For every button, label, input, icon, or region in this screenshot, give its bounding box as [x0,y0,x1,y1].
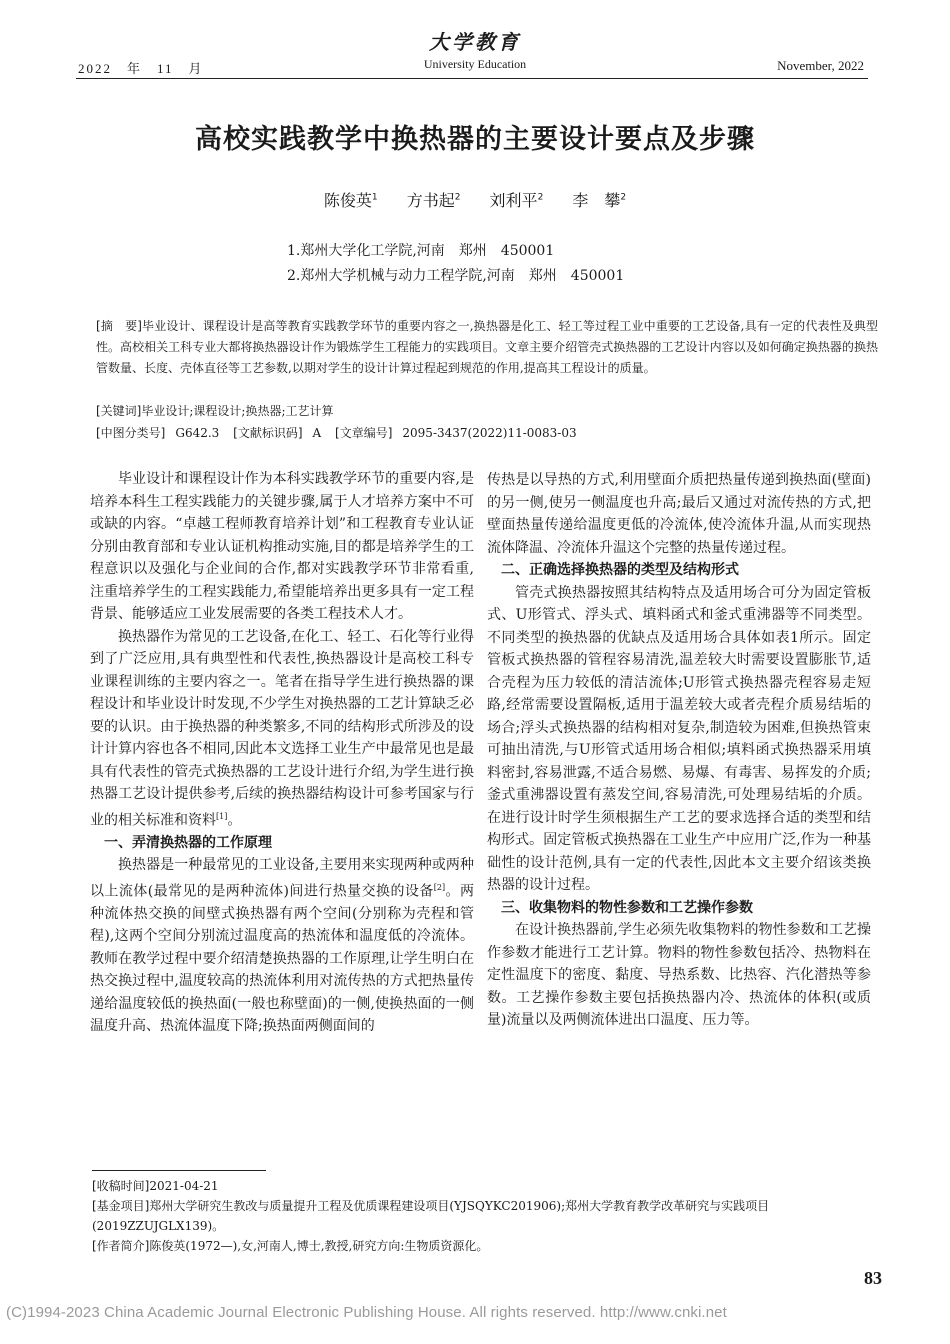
footnote-received [92,1176,880,1196]
body-paragraph: 在设计换热器前,学生必须先收集物料的物性参数和工艺操作参数才能进行工艺计算。物料的物性参数包括冷、热物料在定性温度下的密度、黏度、导热系数、比热容、汽化潜热等参数。工艺操作参数主要包括换热器内冷、热流体的体积(或质量)流量以及两侧流体进出口温度、压力等。 [487,922,871,1028]
copyright-notice: (C)1994-2023 China Academic Journal Electronic Publishing House. All rights reserved. http://www.cnki.net [6,1304,727,1321]
clc-value: G642.3 [175,426,220,440]
body-column-left [90,468,474,1038]
author-name: 陈俊英 [323,191,372,210]
article-title: 高校实践教学中换热器的主要设计要点及步骤 [195,124,755,155]
body-paragraph: 传热是以导热的方式,利用壁面介质把热量传递到换热面(壁面)的另一侧,使另一侧温度也升高;最后又通过对流传热的方式,把壁面热量传递给温度更低的冷流体,使冷流体升温,从而实现热流体降温、冷流体升温这个完整的热量传递过程。 [487,472,871,556]
footnote-label: [基金项目] [92,1199,150,1213]
keywords [96,402,334,419]
author [324,191,378,210]
body-paragraph: 毕业设计和课程设计作为本科实践教学环节的重要内容,是培养本科生工程实践能力的关键步骤,属于人才培养方案中不可或缺的内容。“卓越工程师教育培养计划”和工程教育专业认证分别由教育部和专业认证机构推动实施,目的都是培养学生的工程意识以及强化与企业间的合作,都对实践教学环节非常看重,注重培养学生的工程实践能力,希望能培养出更多具有一定工程背景、能够适应工业发展需要的各类工程技术人才。 [90,471,474,622]
journal-logo: 大学教育 [429,30,521,54]
citation-ref: [2] [433,882,446,892]
citation-ref: [1] [216,811,228,821]
author-affil-mark: 2 [620,192,627,203]
article-no-value: 2095-3437(2022)11-0083-03 [402,426,577,440]
journal-name-en: University Education [423,57,527,71]
abstract-text: 毕业设计、课程设计是高等教育实践教学环节的重要内容之一,换热器是化工、轻工等过程工业中重要的工艺设备,具有一定的代表性及典型性。高校相关工科专业大都将换热器设计作为锻炼学生工程能力的实践项目。文章主要介绍管壳式换热器的工艺设计内容以及如何确定换热器的换热管数量、长度、壳体直径等工艺参数,以期对学生的设计计算过程起到规范的作用,提高其工程设计的质量。 [96,319,878,375]
paragraph-text: 。两种流体热交换的间壁式换热器有两个空间(分别称为壳程和管程),这两个空间分别流过温度高的热流体和温度低的冷流体。教师在教学过程中要介绍清楚换热器的工作原理,让学生明白在热交换过程中,温度较高的热流体利用对流传热的方式把热量传递给温度较低的换热面(一般也称壁面)的一侧,使换热面的一侧温度升高、热流体温度下降;换热面两侧面间的 [90,883,474,1035]
author-list [0,188,950,211]
article-no-label: [文章编号] [335,426,393,440]
paragraph-text: 。 [227,812,242,829]
footnote-divider [92,1170,266,1171]
header-date-cn: 2022 年 11 月 [78,61,204,76]
author [490,191,544,210]
abstract [96,316,878,379]
footnote-value: 陈俊英(1972—),女,河南人,博士,教授,研究方向:生物质资源化。 [149,1239,489,1253]
footnotes [92,1176,880,1256]
body-column-right [487,469,871,1032]
paragraph-text: 换热器作为常见的工艺设备,在化工、轻工、石化等行业得到了广泛应用,具有典型性和代表性,换热器设计是高校工科专业课程训练的主要内容之一。笔者在指导学生进行换热器的课程设计和毕业设计时发现,不少学生对换热器的工艺计算缺乏必要的认识。由于换热器的种类繁多,不同的结构形式所涉及的设计计算内容也各不相同,因此本文选择工业生产中最常见也是最具有代表性的管壳式换热器的工艺设计进行介绍,为学生进行换热器工艺设计提供参考,后续的换热器结构设计可参考国家与行业的相关标准和资料 [90,628,474,829]
abstract-label: [摘 要] [96,319,142,333]
footnote-author [92,1236,880,1256]
footnote-value: 2021-04-21 [149,1179,219,1193]
doc-code-label: [文献标识码] [233,426,303,440]
author-affil-mark: 2 [537,192,544,203]
footnote-fund [92,1196,880,1236]
classification-line [96,424,587,441]
author-affil-mark: 2 [454,192,461,203]
body-paragraph: 管壳式换热器按照其结构特点及适用场合可分为固定管板式、U形管式、浮头式、填料函式和釜式重沸器等不同类型。不同类型的换热器的优缺点及适用场合具体如表1所示。固定管板式换热器的管程容易清洗,温差较大时需要设置膨胀节,适合壳程为压力较低的清洁流体;U形管式换热器壳程容易走短路,经常需要设置隔板,适用于温差较大或者壳程介质易结垢的场合;浮头式换热器的结构相对复杂,制造较为困难,但换热管束可抽出清洗,与U形管式适用场合相似;填料函式换热器采用填料密封,容易泄露,不适合易燃、易爆、有毒害、易挥发的介质;釜式重沸器设置有蒸发空间,容易清洗,可处理易结垢的介质。在进行设计时学生须根据生产工艺的要求选择合适的类型和结构形式。固定管板式换热器在工业生产中应用广泛,作为一种基础性的设计范例,具有一定的代表性,因此本文主要介绍该类换热器的设计过程。 [487,584,871,893]
body-paragraph [90,626,474,832]
paragraph-text: 换热器是一种最常见的工业设备,主要用来实现两种或两种以上流体(最常见的是两种流体)间进行热量交换的设备 [90,857,474,900]
keywords-label: [关键词] [96,404,142,418]
author [572,191,626,210]
footnote-value: 郑州大学研究生教改与质量提升工程及优质课程建设项目(YJSQYKC201906);郑州大学教育教学改革研究与实践项目(2019ZZUJGLX139)。 [92,1199,770,1233]
section-heading-1: 一、弄清换热器的工作原理 [104,834,272,851]
footnote-label: [收稿时间] [92,1179,150,1193]
doc-code-value: A [312,426,322,440]
keywords-text: 毕业设计;课程设计;换热器;工艺计算 [141,404,334,418]
author-affil-mark: 1 [371,192,378,203]
footnote-label: [作者简介] [92,1239,150,1253]
affiliation-1: 1.郑州大学化工学院,河南 郑州 450001 [287,243,555,259]
section-heading-3: 三、收集物料的物性参数和工艺操作参数 [501,899,753,916]
section-heading-2: 二、正确选择换热器的类型及结构形式 [501,562,739,578]
author-name: 方书起 [406,191,455,210]
affiliation-2: 2.郑州大学机械与动力工程学院,河南 郑州 450001 [287,268,625,284]
header-date-en: November, 2022 [777,58,864,73]
header-divider [76,78,868,79]
clc-label: [中图分类号] [96,426,166,440]
author-name: 刘利平 [489,191,538,210]
author-name: 李 攀 [572,191,621,210]
page-number: 83 [864,1268,882,1288]
body-paragraph [90,854,474,1038]
author [407,191,461,210]
